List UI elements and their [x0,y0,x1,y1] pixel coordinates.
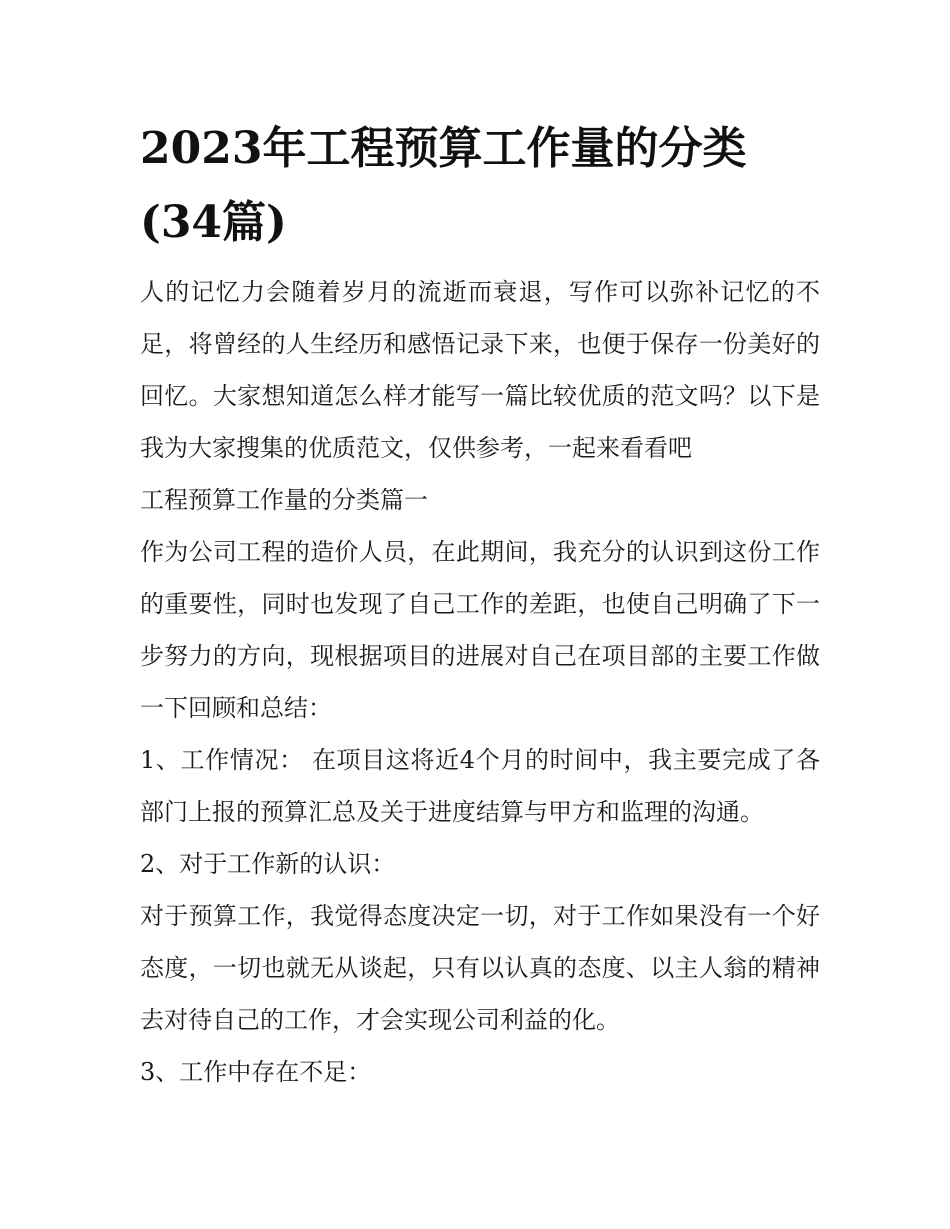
document-title: 2023年工程预算工作量的分类(34篇) [140,123,747,248]
subsection-heading: 3、工作中存在不足： [140,1058,372,1086]
subsection-heading: 2、对于工作新的认识： [140,850,396,878]
intro-paragraph: 人的记忆力会随着岁月的流逝而衰退，写作可以弥补记忆的不足，将曾经的人生经历和感悟记录下来，也便于保存一份美好的回忆。大家想知道怎么样才能写一篇比较优质的范文吗？以下是我为大家搜集的优质范文，仅供参考，一起来看看吧 [140,278,820,462]
section-title: 工程预算工作量的分类篇一 [140,486,428,514]
body-paragraph: 对于预算工作，我觉得态度决定一切，对于工作如果没有一个好态度，一切也就无从谈起，只有以认真的态度、以主人翁的精神去对待自己的工作，才会实现公司利益的化。 [140,902,820,1034]
document-body [140,112,820,1098]
body-paragraph: 1、工作情况： 在项目这将近4个月的时间中，我主要完成了各部门上报的预算汇总及关于进度结算与甲方和监理的沟通。 [140,746,820,826]
body-paragraph: 作为公司工程的造价人员，在此期间，我充分的认识到这份工作的重要性，同时也发现了自己工作的差距，也使自己明确了下一步努力的方向，现根据项目的进展对自己在项目部的主要工作做一下回顾和总结： [140,538,820,722]
